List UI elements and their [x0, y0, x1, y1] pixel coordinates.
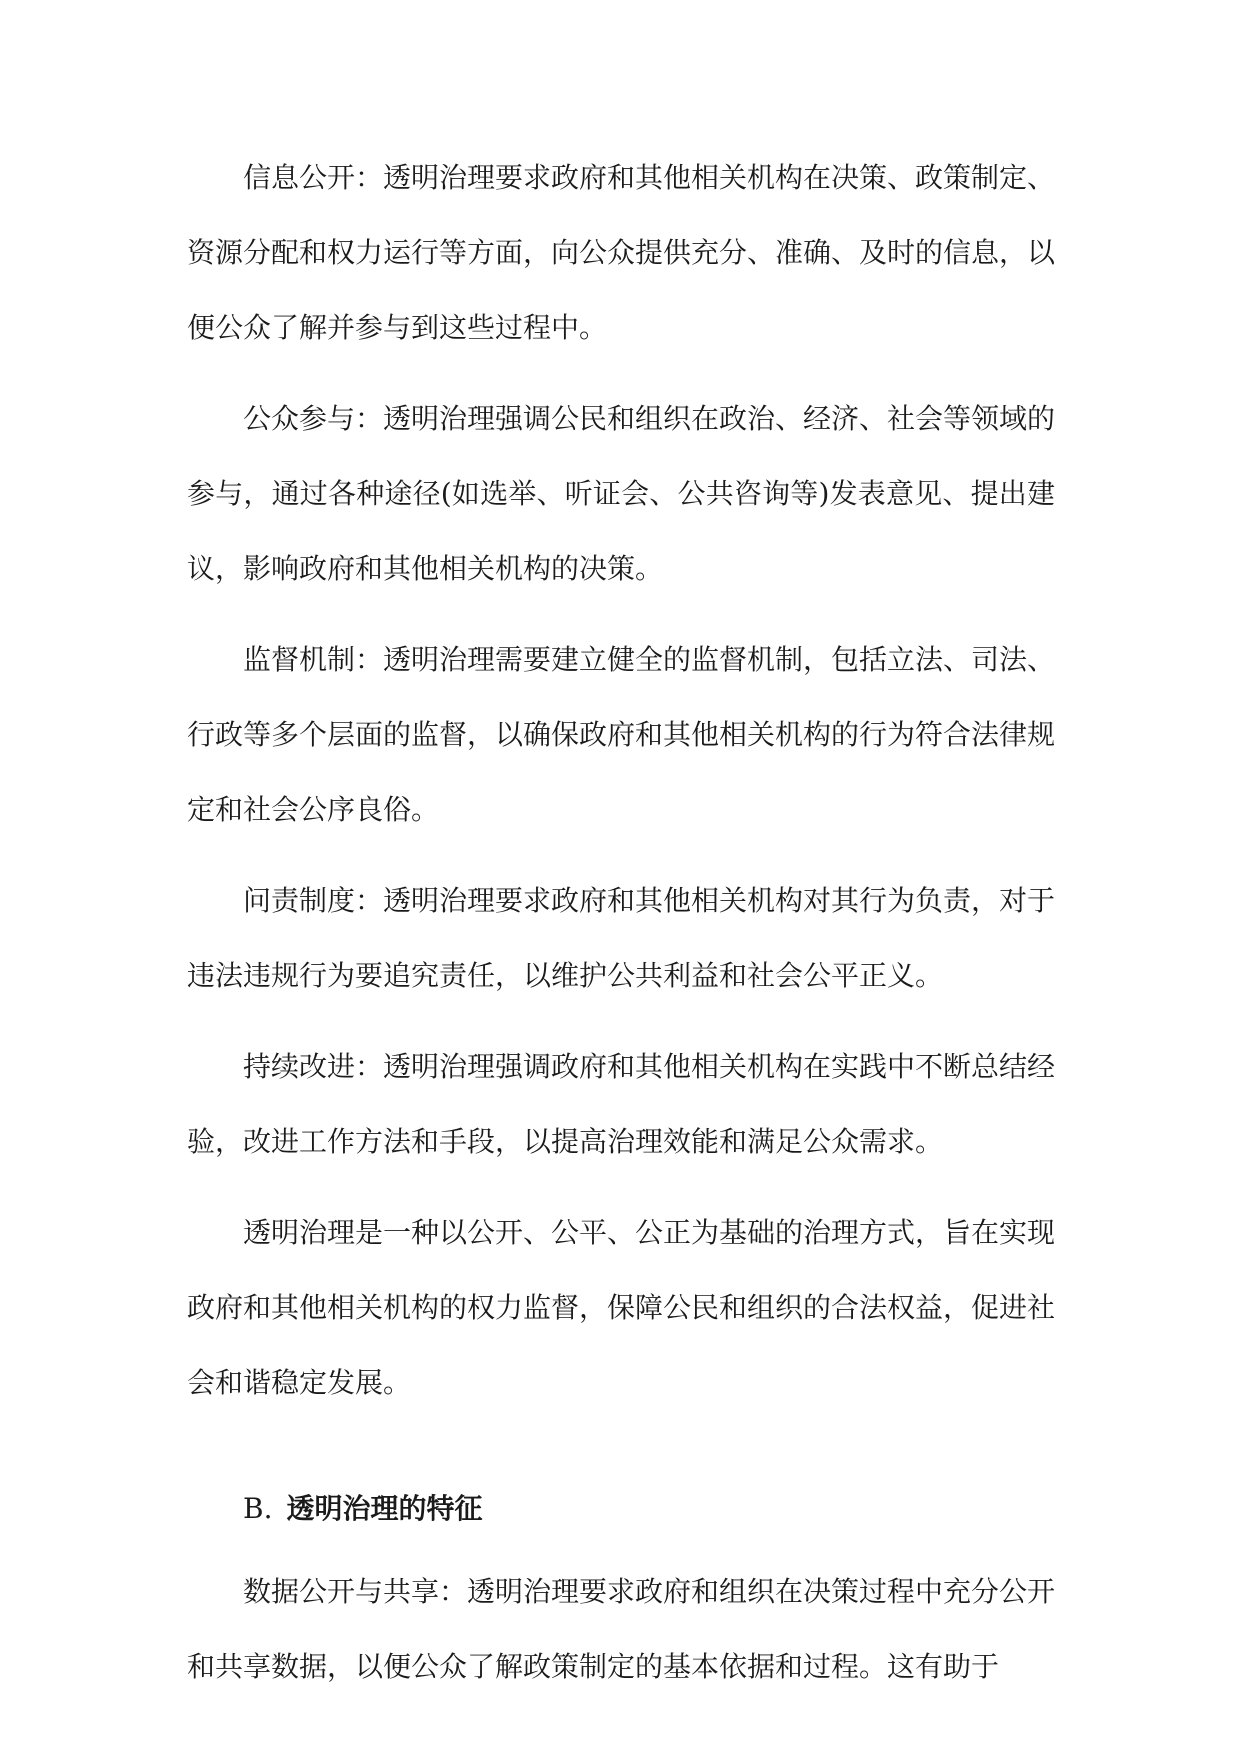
- paragraph-continuous-improvement: 持续改进：透明治理强调政府和其他相关机构在实践中不断总结经验，改进工作方法和手段，以提高治理效能和满足公众需求。: [187, 1050, 1056, 1158]
- paragraph-summary: 透明治理是一种以公开、公平、公正为基础的治理方式，旨在实现政府和其他相关机构的权力监督，保障公民和组织的合法权益，促进社会和谐稳定发展。: [187, 1216, 1056, 1399]
- section-heading: [187, 1464, 1055, 1554]
- section-title: 透明治理的特征: [286, 1492, 483, 1525]
- paragraph-accountability-system: 问责制度：透明治理要求政府和其他相关机构对其行为负责，对于违法违规行为要追究责任，以维护公共利益和社会公平正义。: [187, 884, 1056, 992]
- document-body: [187, 140, 1055, 1720]
- paragraph-data-openness: 数据公开与共享：透明治理要求政府和组织在决策过程中充分公开和共享数据，以便公众了解政策制定的基本依据和过程。这有助于: [187, 1575, 1056, 1683]
- section-number: B.: [243, 1492, 273, 1525]
- paragraph-public-participation: 公众参与：透明治理强调公民和组织在政治、经济、社会等领域的参与，通过各种途径(如选举、听证会、公共咨询等)发表意见、提出建议，影响政府和其他相关机构的决策。: [187, 402, 1056, 585]
- paragraph-supervision-mechanism: 监督机制：透明治理需要建立健全的监督机制，包括立法、司法、行政等多个层面的监督，以确保政府和其他相关机构的行为符合法律规定和社会公序良俗。: [187, 643, 1056, 826]
- paragraph-information-disclosure: 信息公开：透明治理要求政府和其他相关机构在决策、政策制定、资源分配和权力运行等方面，向公众提供充分、准确、及时的信息，以便公众了解并参与到这些过程中。: [187, 161, 1056, 344]
